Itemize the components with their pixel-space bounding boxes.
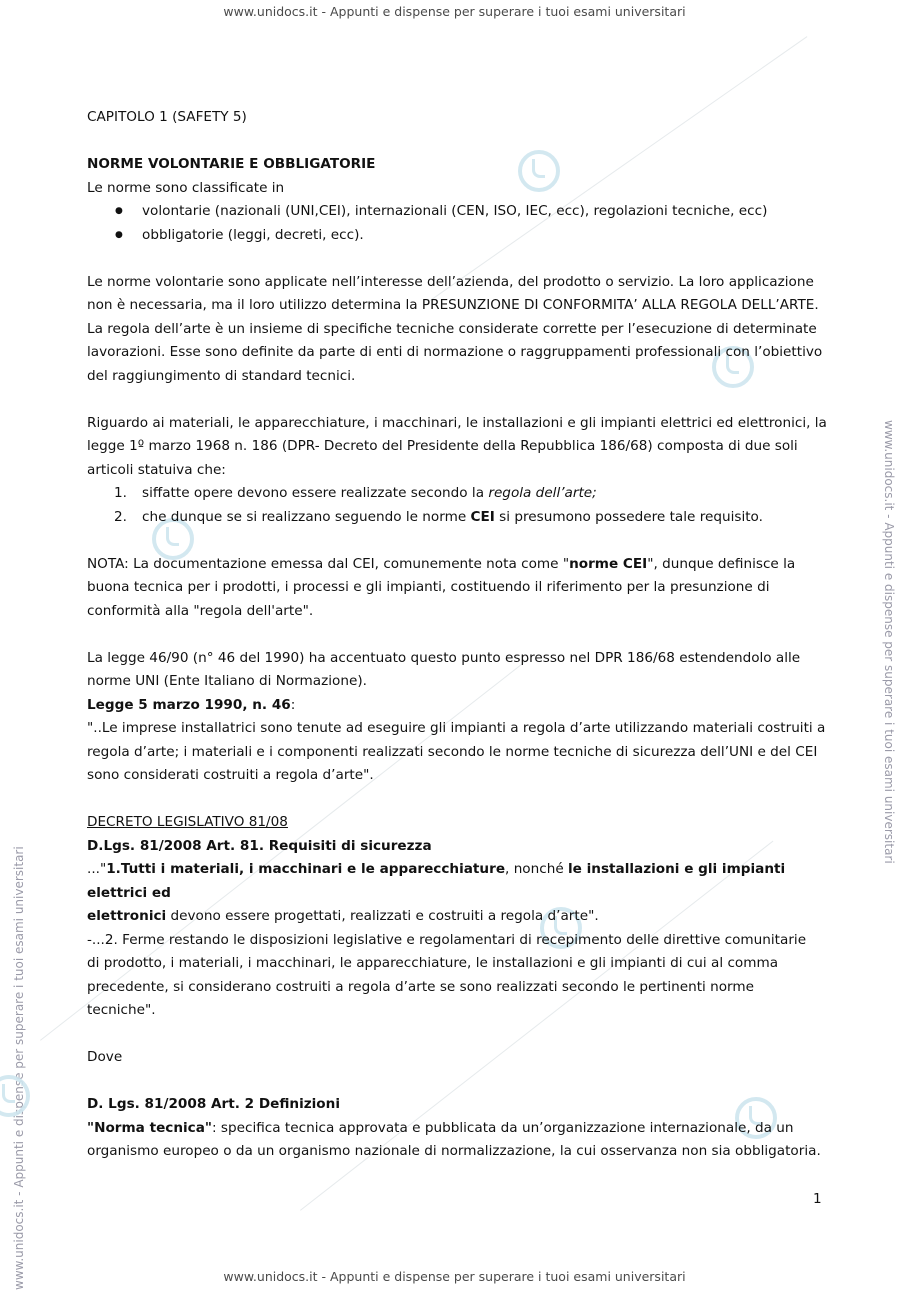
article-line: elettronici devono essere progettati, realizzati e costruiti a regola d’arte". <box>87 908 599 924</box>
article-line: ..."1.Tutti i materiali, i macchinari e le apparecchiature, nonché le installazioni e gli impianti elettrici ed <box>87 861 786 901</box>
article-title: D.Lgs. 81/2008 Art. 81. Requisiti di sicurezza <box>87 837 432 854</box>
quote-line: sono considerati costruiti a regola d’arte". <box>87 767 374 783</box>
nota-line: buona tecnica per i prodotti, i processi e gli impianti, costituendo il riferimento per la presunzione di <box>87 579 770 595</box>
page-number: 1 <box>813 1191 822 1207</box>
decreto-title: DECRETO LEGISLATIVO 81/08 <box>87 814 288 830</box>
paragraph-line: del raggiungimento di standard tecnici. <box>87 367 356 384</box>
watermark-left: www.unidocs.it - Appunti e dispense per superare i tuoi esami universitari <box>12 846 26 1290</box>
numbered-item: 2. che dunque se si realizzano seguendo le norme CEI si presumono possedere tale requisito. <box>87 506 827 530</box>
quote-line: "..Le imprese installatrici sono tenute ad eseguire gli impianti a regola d’arte utilizzando materiali costruiti a <box>87 720 826 736</box>
paragraph-line: legge 1º marzo 1968 n. 186 (DPR- Decreto del Presidente della Repubblica 186/68) composta di due soli <box>87 438 798 454</box>
article-title: D. Lgs. 81/2008 Art. 2 Definizioni <box>87 1096 340 1112</box>
law-title: Legge 5 marzo 1990, n. 46: <box>87 696 296 713</box>
bullet-item: ● obbligatorie (leggi, decreti, ecc). <box>87 224 827 248</box>
watermark-bottom: www.unidocs.it - Appunti e dispense per superare i tuoi esami universitari <box>223 1269 686 1284</box>
bullet-item: ● volontarie (nazionali (UNI,CEI), internazionali (CEN, ISO, IEC, ecc), regolazioni tecniche, ecc) <box>87 200 827 224</box>
dove-line: Dove <box>87 1049 123 1065</box>
article-line: di prodotto, i materiali, i macchinari, le apparecchiature, le installazioni e gli impianti di cui al comma <box>87 955 779 971</box>
paragraph-line: non è necessaria, ma il loro utilizzo determina la PRESUNZIONE DI CONFORMITA’ ALLA REGOLA DELL’ARTE. <box>87 297 819 313</box>
numbered-item: 1. siffatte opere devono essere realizzate secondo la regola dell’arte; <box>87 482 827 506</box>
watermark-right: www.unidocs.it - Appunti e dispense per superare i tuoi esami universitari <box>882 420 896 864</box>
article-line: tecniche". <box>87 1002 156 1018</box>
article-line: precedente, si considerano costruiti a regola d’arte se sono realizzati secondo le pertinenti norme <box>87 978 755 995</box>
paragraph-line: Riguardo ai materiali, le apparecchiature, i macchinari, le installazioni e gli impianti elettrici ed elettronici, la <box>87 414 827 431</box>
definition-line: "Norma tecnica": specifica tecnica approvata e pubblicata da un’organizzazione internazionale, da un <box>87 1119 794 1136</box>
paragraph-line: lavorazioni. Esse sono definite da parte di enti di normazione o raggruppamenti professionali con l’obiettivo <box>87 344 823 360</box>
chapter-heading: CAPITOLO 1 (SAFETY 5) <box>87 109 247 125</box>
definition-line: organismo europeo o da un organismo nazionale di normalizzazione, la cui osservanza non sia obbligatoria. <box>87 1143 821 1159</box>
quote-line: regola d’arte; i materiali e i componenti realizzati secondo le norme tecniche di sicurezza dell’UNI e del CEI <box>87 743 818 760</box>
document-body <box>87 106 827 1164</box>
item-number: 2. <box>114 508 127 525</box>
item-number: 1. <box>114 485 127 501</box>
paragraph-line: Le norme volontarie sono applicate nell’interesse dell’azienda, del prodotto o servizio. La loro applicazione <box>87 273 814 290</box>
paragraph-line: articoli statuiva che: <box>87 461 226 478</box>
section-title: NORME VOLONTARIE E OBBLIGATORIE <box>87 156 376 172</box>
watermark-top: www.unidocs.it - Appunti e dispense per superare i tuoi esami universitari <box>223 4 686 19</box>
paragraph-line: norme UNI (Ente Italiano di Normazione). <box>87 673 367 689</box>
nota-line: conformità alla "regola dell'arte". <box>87 602 314 619</box>
paragraph-line: La legge 46/90 (n° 46 del 1990) ha accentuato questo punto espresso nel DPR 186/68 estendendolo alle <box>87 649 801 666</box>
section-intro: Le norme sono classificate in <box>87 179 285 196</box>
article-line: -...2. Ferme restando le disposizioni legislative e regolamentari di recepimento delle direttive comunitarie <box>87 931 807 948</box>
nota-line: NOTA: La documentazione emessa dal CEI, comunemente nota come "norme CEI", dunque definisce la <box>87 555 796 572</box>
paragraph-line: La regola dell’arte è un insieme di specifiche tecniche considerate corrette per l’esecuzione di determinate <box>87 320 817 337</box>
